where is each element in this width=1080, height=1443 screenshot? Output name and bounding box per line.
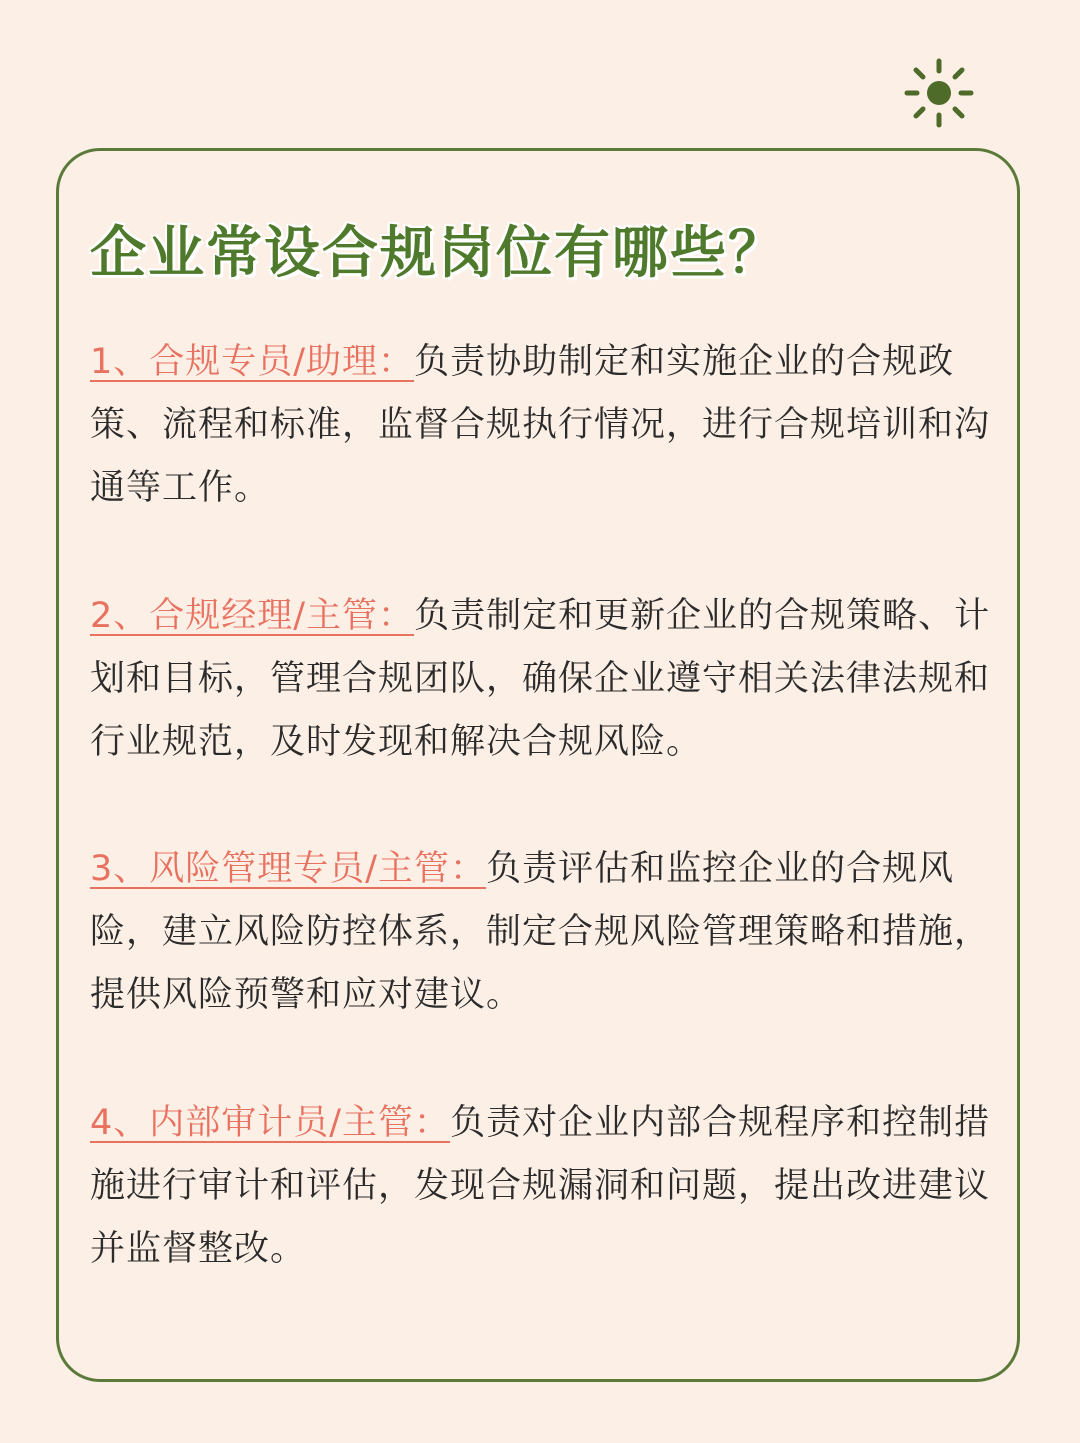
item-heading: 4、内部审计员/主管： [90,1103,451,1143]
item-heading: 3、风险管理专员/主管： [90,849,487,889]
item-text: 负责制定和更新企业的合规策略、计划和目标，管理合规团队，确保企业遵守相关法律法规和行业规范，及时发现和解决合规风险。 [90,596,991,762]
list-item [90,1092,998,1281]
item-heading: 1、合规专员/助理： [90,342,415,382]
item-heading: 2、合规经理/主管： [90,596,415,636]
page-title: 企业常设合规岗位有哪些？ [90,221,786,286]
item-text: 负责评估和监控企业的合规风险，建立风险防控体系，制定合规风险管理策略和措施，提供风险预警和应对建议。 [90,849,991,1015]
item-text: 负责协助制定和实施企业的合规政策、流程和标准，监督合规执行情况，进行合规培训和沟通等工作。 [90,342,991,508]
item-text: 负责对企业内部合规程序和控制措施进行审计和评估，发现合规漏洞和问题，提出改进建议并监督整改。 [90,1103,991,1269]
sun-icon [904,58,974,128]
list-item [90,838,998,1027]
list-item [90,585,998,774]
list-item [90,331,998,520]
